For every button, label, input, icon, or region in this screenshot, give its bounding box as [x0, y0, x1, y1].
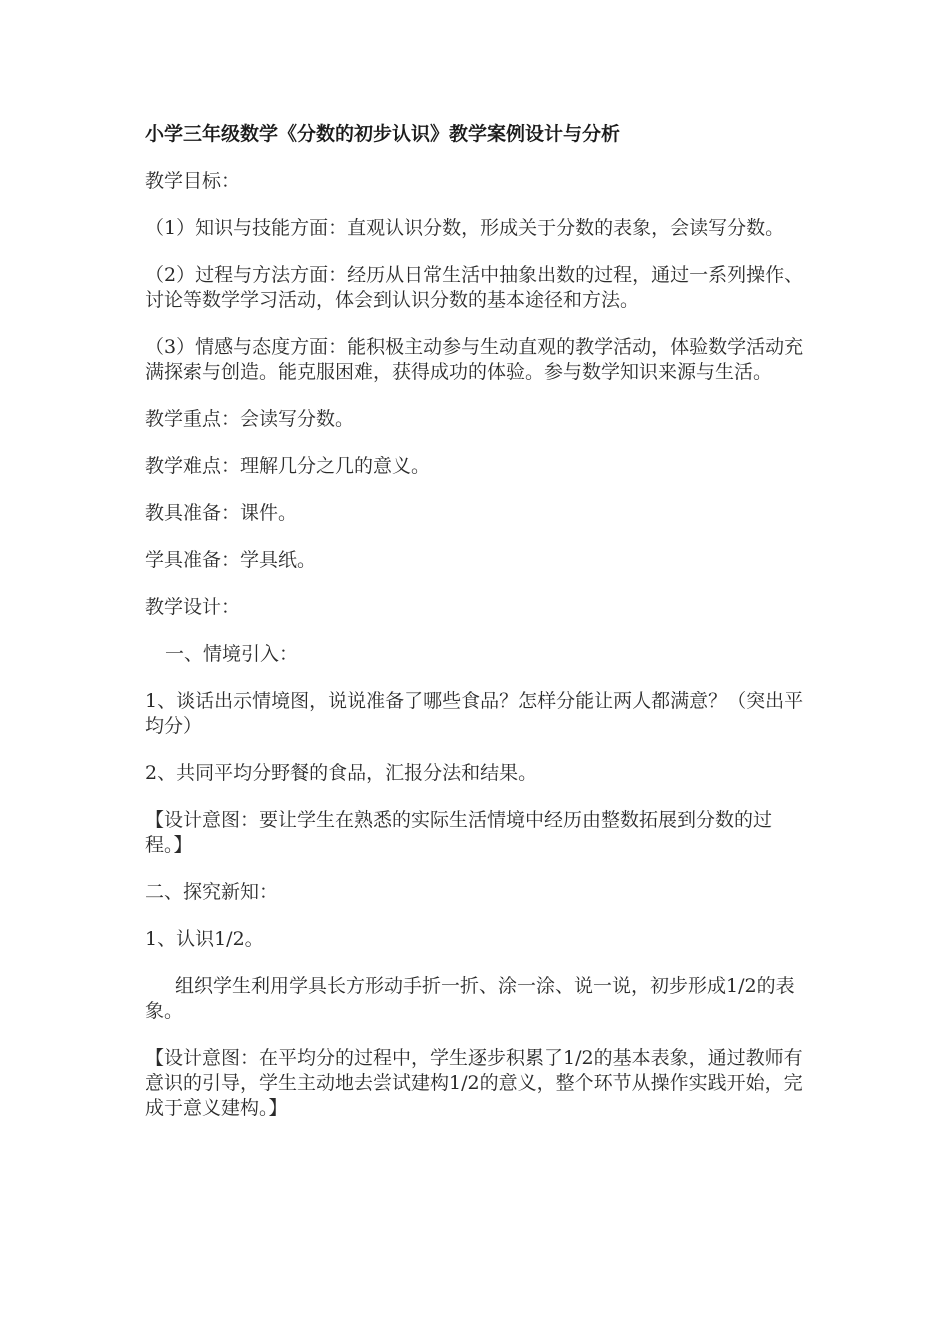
goal-knowledge-skills: （1）知识与技能方面：直观认识分数，形成关于分数的表象，会读写分数。 — [145, 217, 785, 239]
teaching-goals-heading: 教学目标： — [145, 170, 241, 192]
design-intent-one: 【设计意图：要让学生在熟悉的实际生活情境中经历由整数拓展到分数的过程。】 — [145, 809, 773, 856]
teacher-materials: 教具准备：课件。 — [145, 502, 298, 524]
section-one-heading: 一、情境引入： — [165, 643, 299, 665]
goal-emotion-attitude: （3）情感与态度方面：能积极主动参与生动直观的教学活动，体验数学活动充满探索与创造。能克服困难，获得成功的体验。参与数学知识来源与生活。 — [145, 336, 804, 383]
design-intent-two: 【设计意图：在平均分的过程中，学生逐步积累了1/2的基本表象，通过教师有意识的引导，学生主动地去尝试建构1/2的意义，整个环节从操作实践开始，完成于意义建构。】 — [145, 1047, 803, 1119]
teaching-difficulty: 教学难点：理解几分之几的意义。 — [145, 455, 431, 477]
step-one-conversation: 1、谈话出示情境图，说说准备了哪些食品？怎样分能让两人都满意？（突出平均分） — [145, 690, 804, 737]
goal-process-methods: （2）过程与方法方面：经历从日常生活中抽象出数的过程，通过一系列操作、讨论等数学学习活动，体会到认识分数的基本途径和方法。 — [145, 264, 804, 311]
document-body — [145, 122, 810, 1143]
document-title: 小学三年级数学《分数的初步认识》教学案例设计与分析 — [145, 123, 621, 145]
teaching-key-point: 教学重点：会读写分数。 — [145, 408, 355, 430]
section-two-heading: 二、探究新知： — [145, 881, 279, 903]
fold-activity-paragraph: 组织学生利用学具长方形动手折一折、涂一涂、说一说，初步形成1/2的表象。 — [145, 975, 795, 1022]
step-two-divide-food: 2、共同平均分野餐的食品，汇报分法和结果。 — [145, 762, 538, 784]
teaching-design-heading: 教学设计： — [145, 596, 241, 618]
student-materials: 学具准备：学具纸。 — [145, 549, 317, 571]
know-half-heading: 1、认识1/2。 — [145, 928, 264, 950]
